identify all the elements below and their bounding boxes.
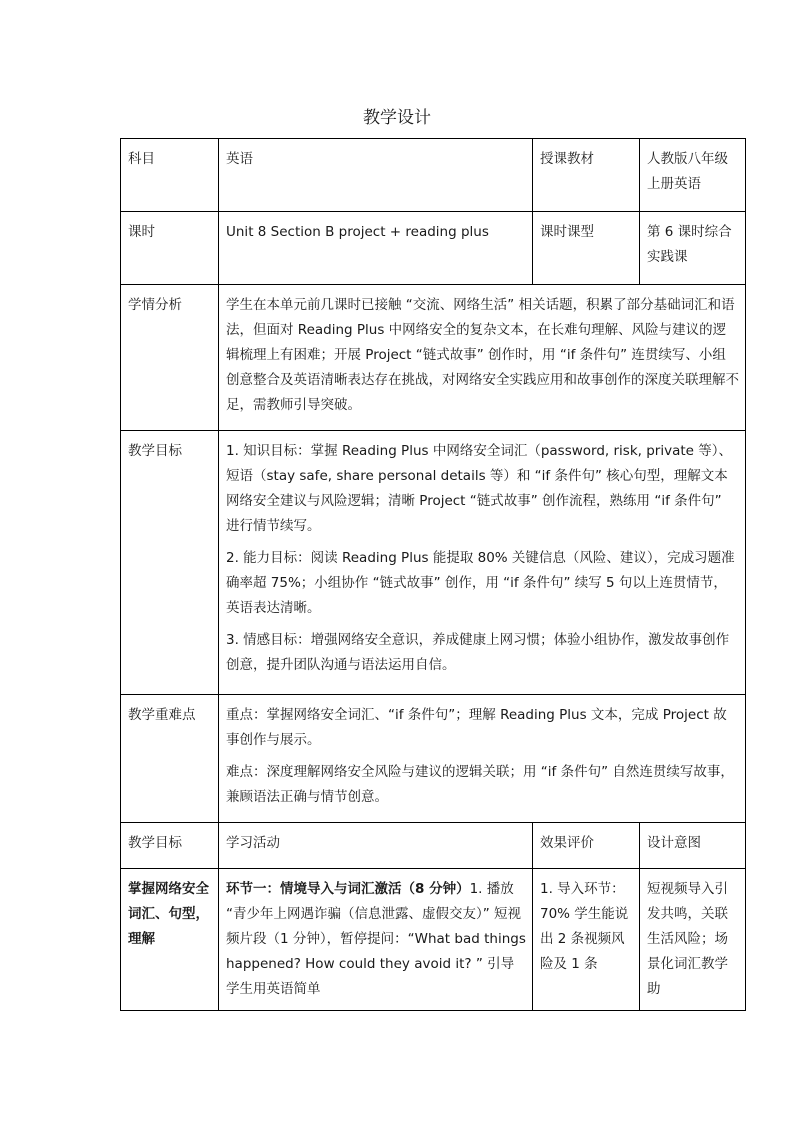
activity-content xyxy=(219,869,533,1011)
goals-content xyxy=(219,431,746,695)
table-row xyxy=(121,431,746,695)
activity-evaluation: 1. 导入环节：70% 学生能说出 2 条视频风险及 1 条 xyxy=(533,869,640,1011)
analysis-text: 学生在本单元前几课时已接触 “交流、网络生活” 相关话题，积累了部分基础词汇和语法，但面对 Reading Plus 中网络安全的复杂文本，在长难句理解、风险与建议的逻辑梳理上有困难；开展 Project “链式故事” 创作时，用 “if 条件句” 连贯续写、小组创意整合及英语清晰表达存在挑战，对网络安全实践应用和故事创作的深度关联理解不足，需教师引导突破。 xyxy=(219,285,746,431)
ability-goal: 2. 能力目标：阅读 Reading Plus 能提取 80% 关键信息（风险、建议），完成习题准确率超 75%；小组协作 “链式故事” 创作，用 “if 条件句” 续写 5 句以上连贯情节，英语表达清晰。 xyxy=(226,550,735,616)
page-title: 教学设计 xyxy=(363,108,431,128)
table-row xyxy=(121,139,746,212)
header-goal: 教学目标 xyxy=(121,823,219,869)
keypoints-label: 教学重难点 xyxy=(121,695,219,823)
table-row xyxy=(121,212,746,285)
table-row xyxy=(121,823,746,869)
lesson-value: Unit 8 Section B project + reading plus xyxy=(219,212,533,285)
header-evaluation: 效果评价 xyxy=(533,823,640,869)
table-row xyxy=(121,695,746,823)
difficult-point: 难点：深度理解网络安全风险与建议的逻辑关联；用 “if 条件句” 自然连贯续写故事，兼顾语法正确与情节创意。 xyxy=(226,764,734,805)
step-title: 环节一：情境导入与词汇激活（8 分钟） xyxy=(226,881,470,897)
subject-label: 科目 xyxy=(121,139,219,212)
analysis-label: 学情分析 xyxy=(121,285,219,431)
knowledge-goal: 1. 知识目标：掌握 Reading Plus 中网络安全词汇（password, risk, private 等）、短语（stay safe, share personal details 等）和 “if 条件句” 核心句型，理解文本网络安全建议与风险逻辑；清晰 Project “链式故事” 创作流程，熟练用 “if 条件句” 进行情节续写。 xyxy=(226,443,733,534)
table-row xyxy=(121,869,746,1011)
lesson-type-value: 第 6 课时综合实践课 xyxy=(640,212,746,285)
activity-intent: 短视频导入引发共鸣，关联生活风险；场景化词汇教学助 xyxy=(640,869,746,1011)
step-text: 1. 播放 “青少年上网遇诈骗（信息泄露、虚假交友）” 短视频片段（1 分钟），暂停提问：“What bad things happened? How could they avoid it? ” 引导学生用英语简单 xyxy=(226,881,526,997)
key-point: 重点：掌握网络安全词汇、“if 条件句”；理解 Reading Plus 文本，完成 Project 故事创作与展示。 xyxy=(226,707,727,748)
lesson-plan-table xyxy=(120,138,746,1011)
keypoints-content xyxy=(219,695,746,823)
textbook-value: 人教版八年级上册英语 xyxy=(640,139,746,212)
activity-goal: 掌握网络安全词汇、句型，理解 xyxy=(121,869,219,1011)
goals-label: 教学目标 xyxy=(121,431,219,695)
lesson-label: 课时 xyxy=(121,212,219,285)
header-activity: 学习活动 xyxy=(219,823,533,869)
table-row xyxy=(121,285,746,431)
subject-value: 英语 xyxy=(219,139,533,212)
emotion-goal: 3. 情感目标：增强网络安全意识，养成健康上网习惯；体验小组协作，激发故事创作创意，提升团队沟通与语法运用自信。 xyxy=(226,632,730,673)
lesson-type-label: 课时课型 xyxy=(533,212,640,285)
textbook-label: 授课教材 xyxy=(533,139,640,212)
header-intent: 设计意图 xyxy=(640,823,746,869)
